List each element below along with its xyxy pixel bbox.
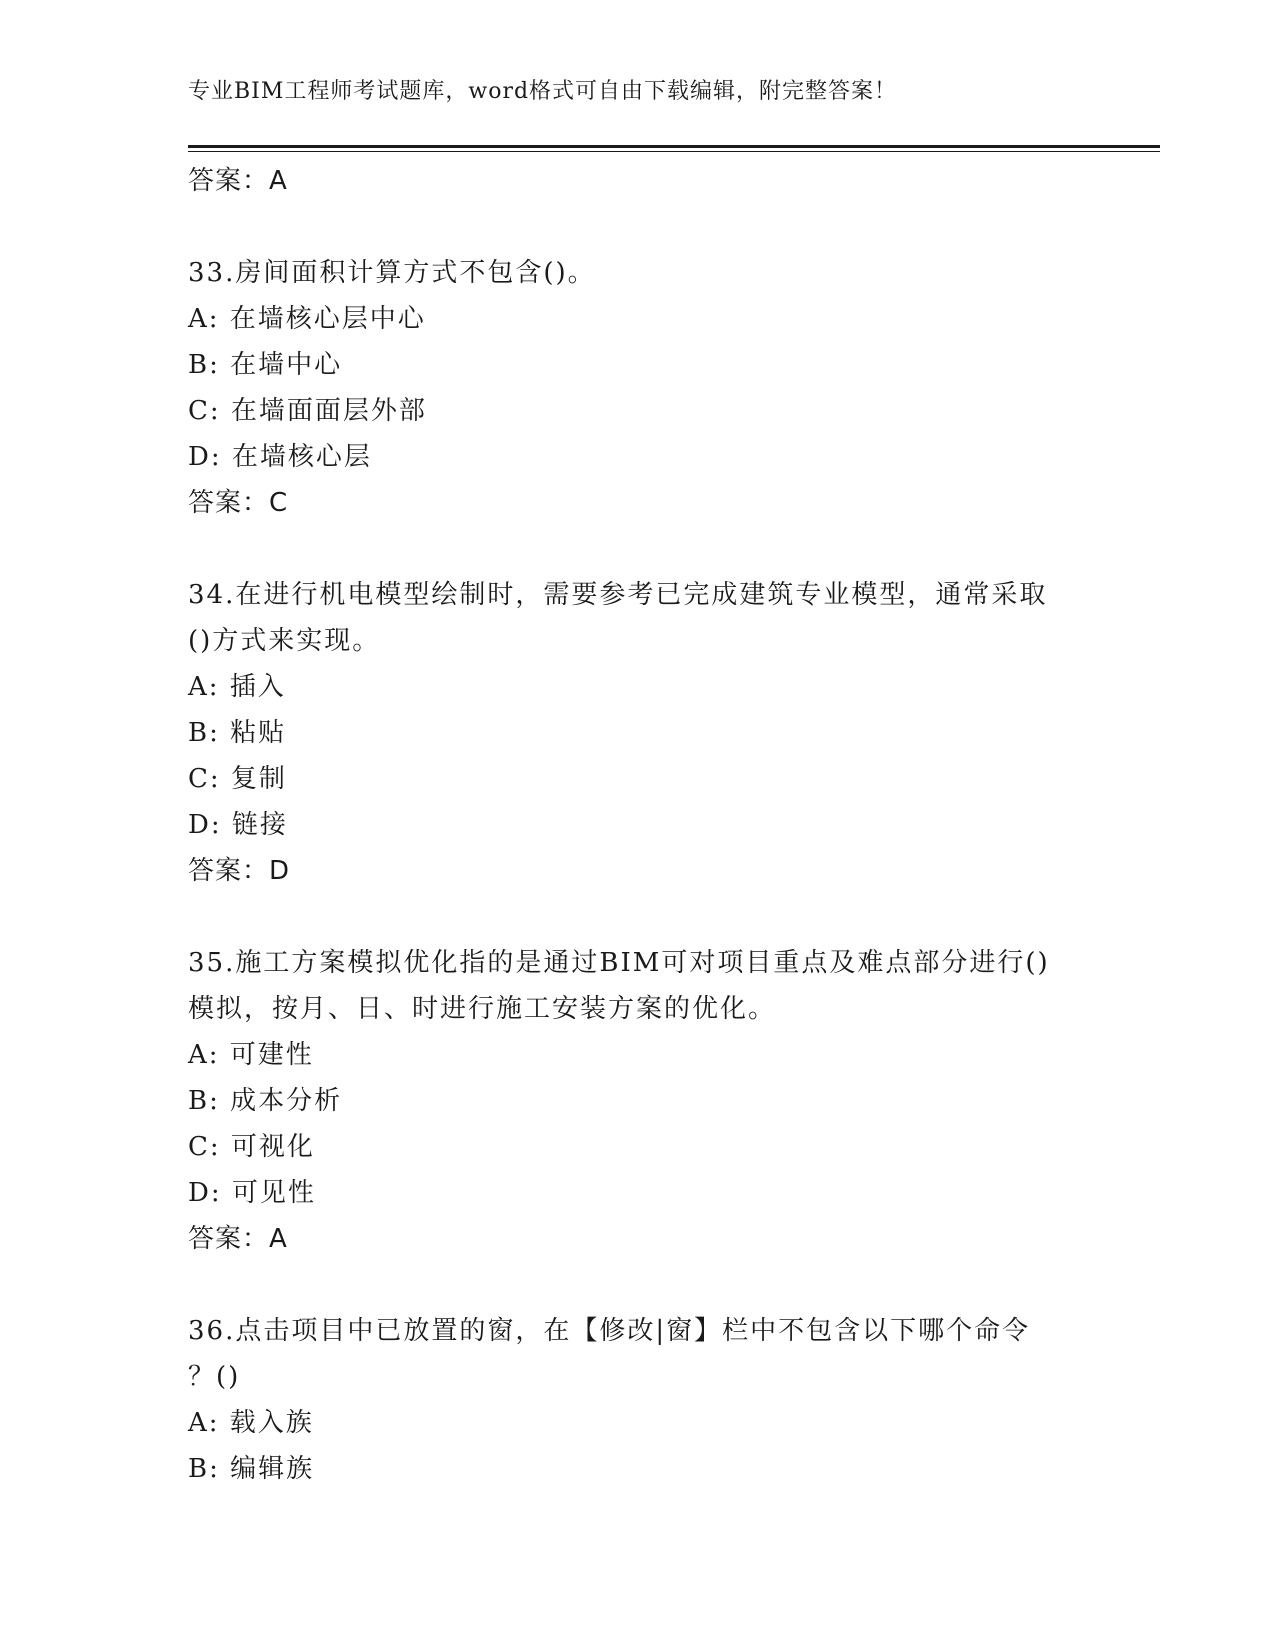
spacer [188, 894, 1088, 940]
option-b: B: 编辑族 [188, 1454, 315, 1484]
answer: 答案：D [188, 856, 291, 886]
option-b: B: 粘贴 [188, 718, 287, 748]
header-rule-thin [188, 151, 1160, 152]
question-stem: 35.施工方案模拟优化指的是通过BIM可对项目重点及难点部分进行() [188, 948, 1050, 978]
option-c: C: 可视化 [188, 1132, 315, 1162]
spacer [188, 204, 1088, 250]
question-list [188, 158, 1088, 1492]
question-34 [188, 572, 1088, 894]
question-33 [188, 250, 1088, 526]
spacer [188, 526, 1088, 572]
question-stem: 33.房间面积计算方式不包含()。 [188, 258, 596, 288]
option-d: D: 可见性 [188, 1178, 316, 1208]
question-stem-cont: 模拟，按月、日、时进行施工安装方案的优化。 [188, 994, 777, 1024]
option-a: A: 可建性 [188, 1040, 314, 1070]
spacer [188, 1262, 1088, 1308]
question-stem-cont: ？() [188, 1362, 241, 1392]
option-a: A: 在墙核心层中心 [188, 304, 426, 334]
answer: 答案：C [188, 488, 289, 518]
header-rule-thick [188, 145, 1160, 148]
option-a: A: 插入 [188, 672, 286, 702]
question-35 [188, 940, 1088, 1262]
option-c: C: 复制 [188, 764, 287, 794]
question-36 [188, 1308, 1088, 1492]
prev-answer: 答案：A [188, 166, 288, 196]
option-d: D: 在墙核心层 [188, 442, 372, 472]
question-stem: 34.在进行机电模型绘制时，需要参考已完成建筑专业模型，通常采取 [188, 580, 1048, 610]
option-b: B: 在墙中心 [188, 350, 343, 380]
question-stem-cont: ()方式来实现。 [188, 626, 381, 656]
option-b: B: 成本分析 [188, 1086, 343, 1116]
option-d: D: 链接 [188, 810, 288, 840]
answer: 答案：A [188, 1224, 288, 1254]
option-a: A: 载入族 [188, 1408, 314, 1438]
question-stem: 36.点击项目中已放置的窗，在【修改|窗】栏中不包含以下哪个命令 [188, 1316, 1031, 1346]
option-c: C: 在墙面面层外部 [188, 396, 427, 426]
header-text: 专业BIM工程师考试题库，word格式可自由下载编辑，附完整答案！ [188, 79, 898, 104]
